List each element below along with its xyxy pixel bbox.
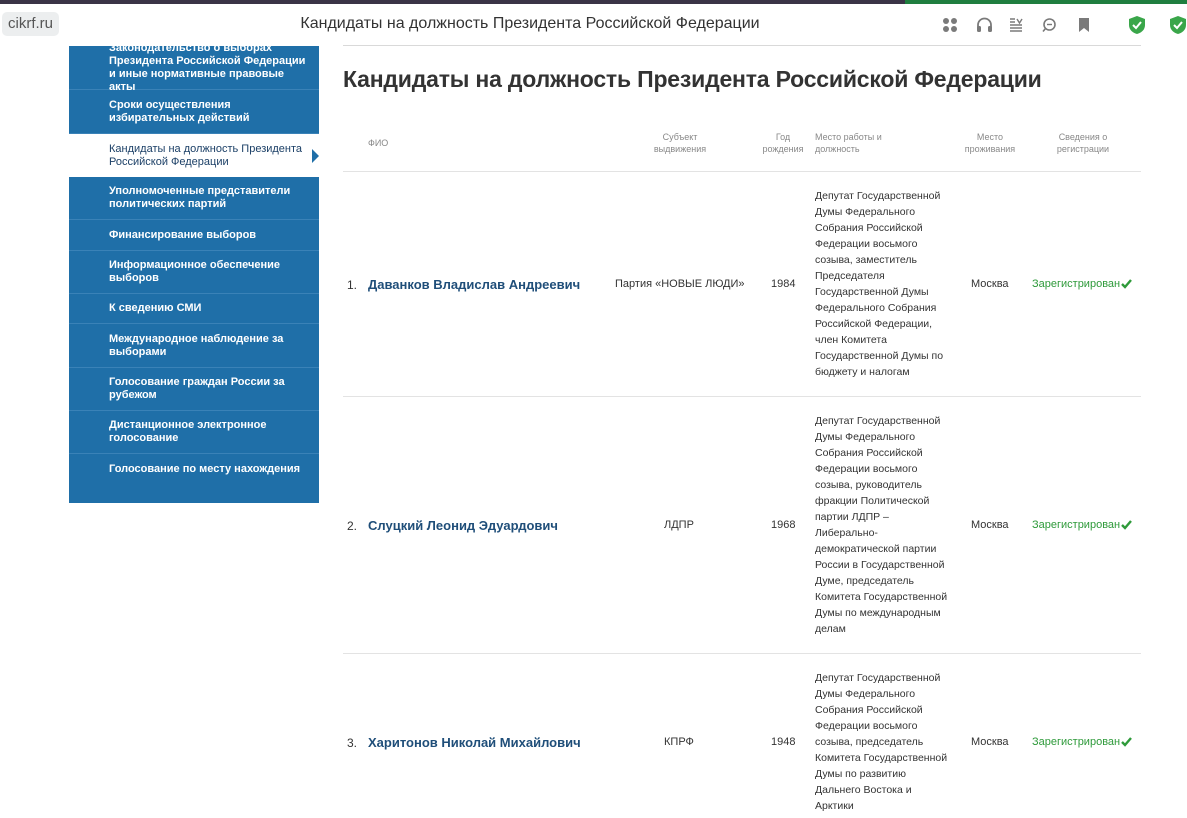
content-top-divider [343, 45, 1141, 46]
sidebar-item-label: Информационное обеспечение выборов [109, 259, 280, 284]
job-position: Депутат Государственной Думы Федерального Собрания Российской Федерации восьмого созыва, председатель Комитета Государственной Думы по развитию Дальнего Востока и Арктики [815, 672, 948, 812]
sidebar-item-label: Финансирование выборов [109, 228, 257, 241]
bookmark-icon[interactable] [1074, 15, 1094, 35]
row-divider [343, 396, 1141, 397]
job-position: Депутат Государственной Думы Федерального Собрания Российской Федерации восьмого созыва, заместитель Председателя Государственной Думы Федерального Собрания Российской Федерации, член Комитета Государственной Думы по бюджету и налогам [815, 190, 944, 378]
column-header-job: Место работы и должность [815, 132, 882, 154]
candidate-name-link[interactable]: Слуцкий Леонид Эдуардович [368, 518, 558, 533]
column-header-registration: Сведения о регистрации [1056, 132, 1110, 154]
comment-icon[interactable] [1039, 15, 1059, 35]
window-title: Кандидаты на должность Президента Российской Федерации [300, 15, 760, 32]
sidebar-item-label: Кандидаты на должность Президента Российской Федерации [109, 142, 303, 168]
birth-year: 1948 [771, 736, 796, 748]
sidebar-item-legislation[interactable] [69, 41, 319, 93]
candidate-name-link[interactable]: Харитонов Николай Михайлович [368, 735, 581, 750]
residence: Москва [971, 736, 1009, 748]
shield-check-icon[interactable] [1127, 15, 1147, 35]
birth-year: 1968 [771, 519, 796, 531]
sidebar-item-label: Дистанционное электронное голосование [109, 419, 267, 444]
reader-icon[interactable] [1006, 15, 1026, 35]
residence: Москва [971, 519, 1009, 531]
column-header-residence: Место проживания [964, 132, 1016, 154]
sidebar-item-party-representatives[interactable] [69, 177, 319, 220]
row-number: 3. [347, 736, 358, 750]
address-domain[interactable]: cikrf.ru [2, 12, 59, 36]
sidebar-item-information[interactable] [69, 251, 319, 294]
sidebar-item-voting-abroad[interactable] [69, 368, 319, 411]
registration-status [1032, 278, 1132, 290]
column-header-subject: Субъект выдвижения [653, 132, 707, 154]
sidebar-item-candidates[interactable] [69, 134, 319, 177]
column-header-name: ФИО [368, 138, 389, 148]
sidebar-nav [69, 41, 319, 503]
sidebar-item-label: Голосование по месту нахождения [109, 462, 301, 475]
registration-status [1032, 519, 1132, 531]
residence: Москва [971, 278, 1009, 290]
registration-status [1032, 736, 1132, 748]
sidebar-item-remote-voting[interactable] [69, 411, 319, 454]
sidebar-item-label: Международное наблюдение за выборами [109, 332, 284, 358]
sidebar-item-label: Законодательство о выборах Президента Российской Федерации и иные нормативные правовые акты [109, 41, 306, 93]
sidebar-item-label: Голосование граждан России за рубежом [109, 376, 285, 401]
check-icon [1121, 279, 1132, 289]
registration-status-text: Зарегистрирован [1032, 736, 1121, 748]
nomination-subject: Партия «НОВЫЕ ЛЮДИ» [615, 278, 745, 290]
birth-year: 1984 [771, 278, 796, 290]
grid-icon[interactable] [940, 15, 960, 35]
registration-status-text: Зарегистрирован [1032, 519, 1121, 531]
sidebar-item-media[interactable] [69, 294, 319, 324]
candidate-name-link[interactable]: Даванков Владислав Андреевич [368, 277, 581, 292]
registration-status-text: Зарегистрирован [1032, 278, 1121, 290]
row-number: 2. [347, 519, 358, 533]
sidebar-item-label: Сроки осуществления избирательных действий [109, 98, 250, 124]
headphones-icon[interactable] [974, 15, 994, 35]
page-title: Кандидаты на должность Президента Российской Федерации [343, 66, 1042, 92]
job-position: Депутат Государственной Думы Федерального Собрания Российской Федерации восьмого созыва, руководитель фракции Политической партии ЛДПР – Либерально-демократической партии России в Государственной Думе, председатель Комитета Государственной Думы по международным делам [815, 415, 948, 635]
nomination-subject: ЛДПР [664, 519, 694, 531]
sidebar-item-label: К сведению СМИ [109, 302, 202, 314]
sidebar-item-voting-by-location[interactable] [69, 454, 319, 484]
check-icon [1121, 520, 1132, 530]
sidebar-item-financing[interactable] [69, 220, 319, 251]
row-divider [343, 653, 1141, 654]
sidebar-item-label: Уполномоченные представители политических партий [109, 185, 291, 210]
table-header-divider [343, 171, 1141, 172]
browser-address-bar [0, 4, 1187, 46]
sidebar-item-international-observation[interactable] [69, 324, 319, 368]
shield-check-icon[interactable] [1168, 15, 1187, 35]
check-icon [1121, 737, 1132, 747]
sidebar-item-deadlines[interactable] [69, 90, 319, 134]
row-number: 1. [347, 278, 358, 292]
nomination-subject: КПРФ [664, 736, 694, 748]
column-header-year: Год рождения [762, 132, 804, 154]
